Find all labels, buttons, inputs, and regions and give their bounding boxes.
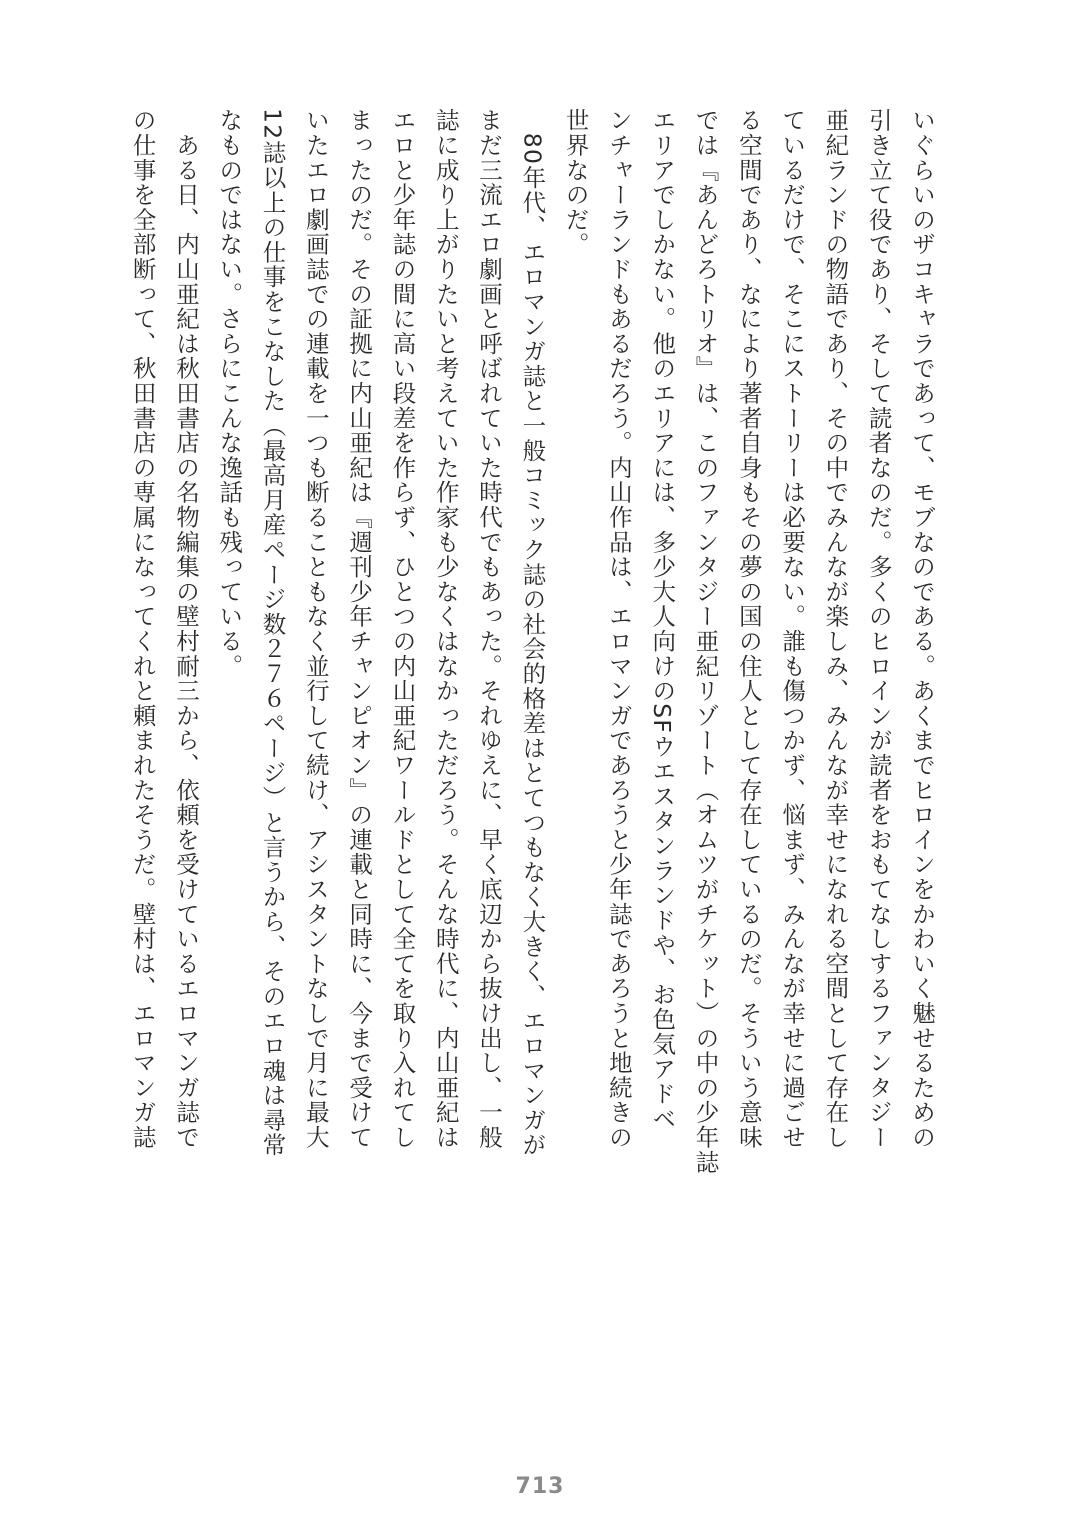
text-column: ているだけで、そこにストーリーは必要ない。誰も傷つかず、悩まず、みんなが幸せに過ごせ <box>778 108 807 1150</box>
text-column: いたエロ劇画誌での連載を一つも断ることもなく並行して続け、アシスタントなしで月に最大 <box>301 108 330 1150</box>
text-column: 亜紀ランドの物語であり、その中でみんなが楽しみ、みんなが幸せになれる空間として存在し <box>821 108 850 1150</box>
text-column: 引き立て役であり、そして読者なのだ。多くのヒロインが読者をおもてなしするファンタジー <box>864 108 893 1150</box>
text-column: ンチャーランドもあるだろう。内山作品は、エロマンガであろうと少年誌であろうと地続きの <box>604 108 633 1150</box>
text-column: まだ三流エロ劇画と呼ばれていた時代でもあった。それゆえに、早く底辺から抜け出し、一般 <box>475 108 504 1150</box>
text-column: ある日、内山亜紀は秋田書店の名物編集の壁村耐三から、依頼を受けているエロマンガ誌で <box>171 108 200 1150</box>
text-column: エリアでしかない。他のエリアには、多少大人向けのSFウエスタンランドや、お色気アドベ <box>648 108 677 1132</box>
vertical-body-text <box>120 108 943 1175</box>
text-column: 世界なのだ。 <box>561 108 590 257</box>
text-column: 12誌以上の仕事をこなした（最高月産ページ数２７６ページ）と言うから、そのエロ魂は尋常 <box>258 108 287 1158</box>
text-column: る空間であり、なにより著者自身もその夢の国の住人として存在しているのだ。そういう意味 <box>734 108 763 1150</box>
text-column: の仕事を全部断って、秋田書店の専属になってくれと頼まれたそうだ。壁村は、エロマンガ誌 <box>128 108 157 1150</box>
text-column: いぐらいのザコキャラであって、モブなのである。あくまでヒロインをかわいく魅せるための <box>908 108 936 1150</box>
text-column: 誌に成り上がりたいと考えていた作家も少なくはなかっただろう。そんな時代に、内山亜紀は <box>431 108 460 1150</box>
text-column: なものではない。さらにこんな逸話も残っている。 <box>215 108 244 679</box>
text-column: では『あんどろトリオ』は、このファンタジー亜紀リゾート（オムツがチケット）の中の少年誌 <box>691 108 720 1175</box>
page-number: 713 <box>515 1474 565 1499</box>
text-column: エロと少年誌の間に高い段差を作らず、ひとつの内山亜紀ワールドとして全てを取り入れてし <box>388 108 417 1150</box>
text-column: まったのだ。その証拠に内山亜紀は『週刊少年チャンピオン』の連載と同時に、今まで受けて <box>345 108 374 1150</box>
text-column: 80年代、エロマンガ誌と一般コミック誌の社会的格差はとてつもなく大きく、エロマンガが <box>518 108 547 1158</box>
